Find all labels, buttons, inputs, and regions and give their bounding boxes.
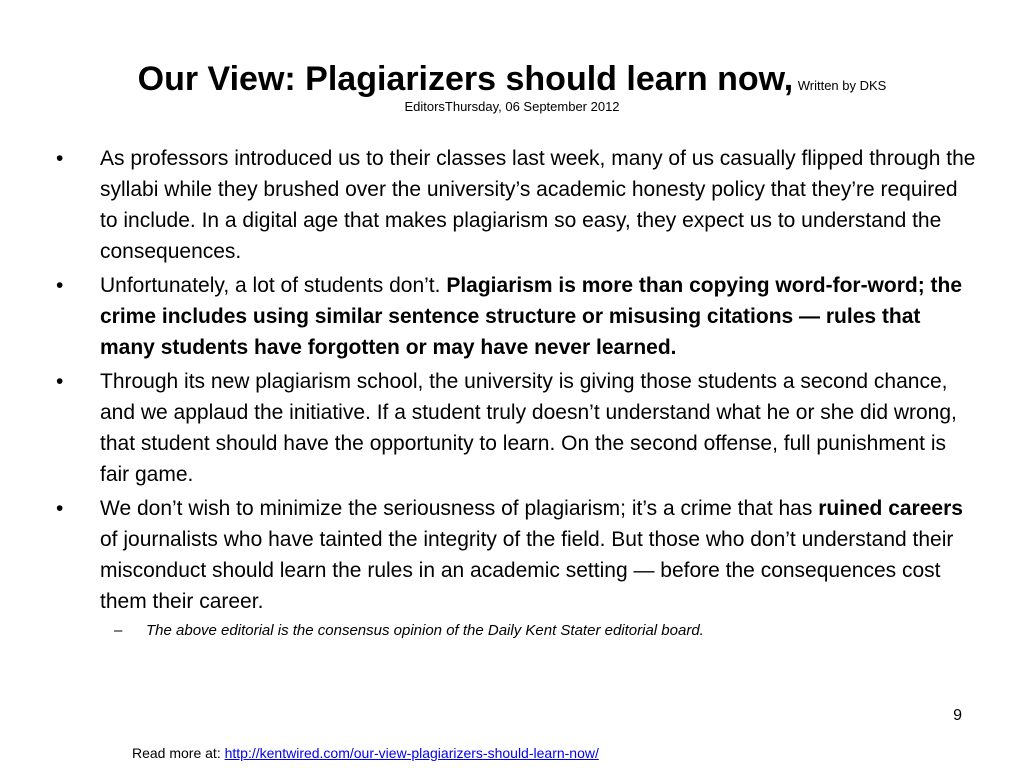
title-byline-part2: EditorsThursday, 06 September 2012 (404, 99, 620, 114)
dash-icon: – (114, 622, 123, 639)
sub-bullet-item (56, 620, 976, 642)
title-main-text: Our View: Plagiarizers should learn now, (137, 60, 794, 98)
title-byline-part1: Written by DKS (797, 78, 887, 93)
bullet-dot-icon: • (56, 274, 64, 297)
bullet-item-4 (56, 493, 976, 617)
sub-bullet-text: The above editorial is the consensus opinion of the Daily Kent Stater editorial board. (146, 622, 704, 639)
bullet-item-1 (56, 143, 976, 267)
page-number: 9 (953, 707, 962, 724)
footer-label: Read more at: (132, 745, 225, 761)
bullet-text-after: of journalists who have tainted the integrity of the field. But those who don’t understand their misconduct should learn the rules in an academic setting — before the consequences cost them their career. (100, 528, 954, 613)
source-link[interactable]: http://kentwired.com/our-view-plagiarizers-should-learn-now/ (224, 745, 599, 761)
bullet-bold-text: ruined careers (818, 497, 963, 520)
bullet-text: Through its new plagiarism school, the university is giving those students a second chance, and we applaud the initiative. If a student truly doesn’t understand what he or she did wrong, that student should have the opportunity to learn. On the second offense, full punishment is fair game. (100, 370, 957, 486)
bullet-item-3 (56, 366, 976, 490)
bullet-dot-icon: • (56, 147, 64, 170)
editorial-bullet-list (56, 143, 976, 642)
bullet-bold-text: Plagiarism is more than copying word-for-word; the crime includes using similar sentence structure or misusing citations — rules that many students have forgotten or may have never learned. (100, 274, 963, 359)
bullet-text: We don’t wish to minimize the seriousness of plagiarism; it’s a crime that has (100, 497, 819, 520)
bullet-text: As professors introduced us to their classes last week, many of us casually flipped through the syllabi while they brushed over the university’s academic honesty policy that they’re required to include. In a digital age that makes plagiarism so easy, they expect us to understand the consequences. (100, 147, 976, 263)
bullet-dot-icon: • (56, 370, 64, 393)
slide-title (40, 62, 984, 113)
bullet-item-2 (56, 270, 976, 363)
bullet-dot-icon: • (56, 497, 64, 520)
bullet-text: Unfortunately, a lot of students don’t. (100, 274, 447, 297)
footer-source (132, 745, 599, 761)
